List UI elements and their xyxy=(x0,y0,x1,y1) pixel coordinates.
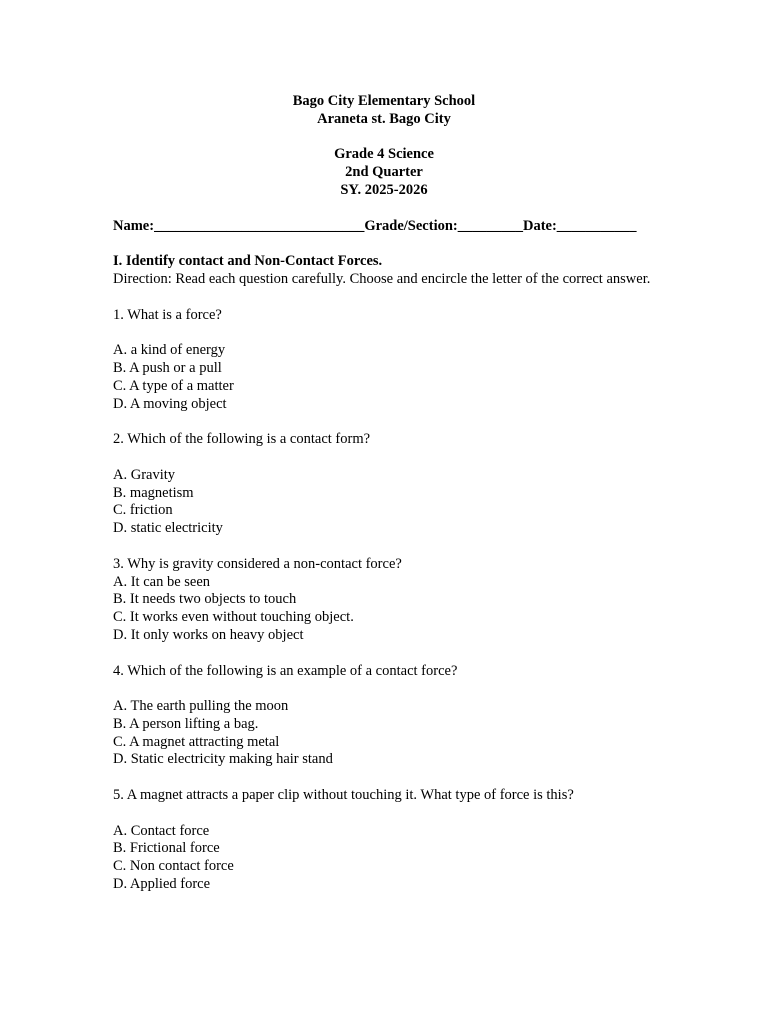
question-1 xyxy=(113,307,655,414)
spacer xyxy=(113,805,655,823)
student-info-line: Name:_____________________________Grade/Section:_________Date:___________ xyxy=(113,217,637,234)
spacer xyxy=(113,289,655,307)
question-text: 2. Which of the following is a contact form? xyxy=(113,431,371,448)
spacer xyxy=(113,200,655,218)
choice-a[interactable]: A. a kind of energy xyxy=(113,342,226,359)
choice-d[interactable]: D. It only works on heavy object xyxy=(113,626,304,643)
choice-b[interactable]: B. A push or a pull xyxy=(113,359,222,376)
spacer xyxy=(113,680,655,698)
choice-a[interactable]: A. The earth pulling the moon xyxy=(113,698,289,715)
spacer xyxy=(113,413,655,431)
section-direction: Direction: Read each question carefully. Choose and encircle the letter of the correct answer. xyxy=(113,270,651,287)
choice-c[interactable]: C. It works even without touching object. xyxy=(113,609,354,626)
choice-d[interactable]: D. static electricity xyxy=(113,520,223,537)
question-3 xyxy=(113,556,655,645)
choice-c[interactable]: C. A magnet attracting metal xyxy=(113,733,280,750)
school-name: Bago City Elementary School xyxy=(292,93,476,109)
question-text: 1. What is a force? xyxy=(113,306,222,323)
question-text: 5. A magnet attracts a paper clip without touching it. What type of force is this? xyxy=(113,787,574,804)
question-4 xyxy=(113,663,655,770)
question-2 xyxy=(113,431,655,538)
choice-a[interactable]: A. Contact force xyxy=(113,822,210,839)
school-address: Araneta st. Bago City xyxy=(317,110,451,127)
spacer xyxy=(113,235,655,253)
choice-c[interactable]: C. friction xyxy=(113,502,173,519)
spacer xyxy=(113,449,655,467)
choice-b[interactable]: B. magnetism xyxy=(113,484,194,501)
question-5 xyxy=(113,787,655,894)
choice-c[interactable]: C. Non contact force xyxy=(113,858,234,875)
spacer xyxy=(113,645,655,663)
choice-b[interactable]: B. It needs two objects to touch xyxy=(113,591,297,608)
choice-c[interactable]: C. A type of a matter xyxy=(113,377,234,394)
spacer xyxy=(113,769,655,787)
choice-b[interactable]: B. A person lifting a bag. xyxy=(113,715,259,732)
document-body xyxy=(113,93,655,894)
choice-a[interactable]: A. It can be seen xyxy=(113,573,211,590)
choice-d[interactable]: D. A moving object xyxy=(113,395,227,412)
choice-a[interactable]: A. Gravity xyxy=(113,466,176,483)
choice-d[interactable]: D. Applied force xyxy=(113,876,211,893)
question-text: 4. Which of the following is an example of a contact force? xyxy=(113,662,458,679)
spacer xyxy=(113,324,655,342)
spacer xyxy=(113,538,655,556)
school-year: SY. 2025-2026 xyxy=(340,181,428,198)
subject-title: Grade 4 Science xyxy=(334,146,434,163)
quarter-title: 2nd Quarter xyxy=(345,164,423,181)
choice-d[interactable]: D. Static electricity making hair stand xyxy=(113,751,333,768)
section-title: I. Identify contact and Non-Contact Forces. xyxy=(113,253,383,270)
question-text: 3. Why is gravity considered a non-contact force? xyxy=(113,555,402,572)
spacer xyxy=(113,129,655,147)
choice-b[interactable]: B. Frictional force xyxy=(113,840,220,857)
